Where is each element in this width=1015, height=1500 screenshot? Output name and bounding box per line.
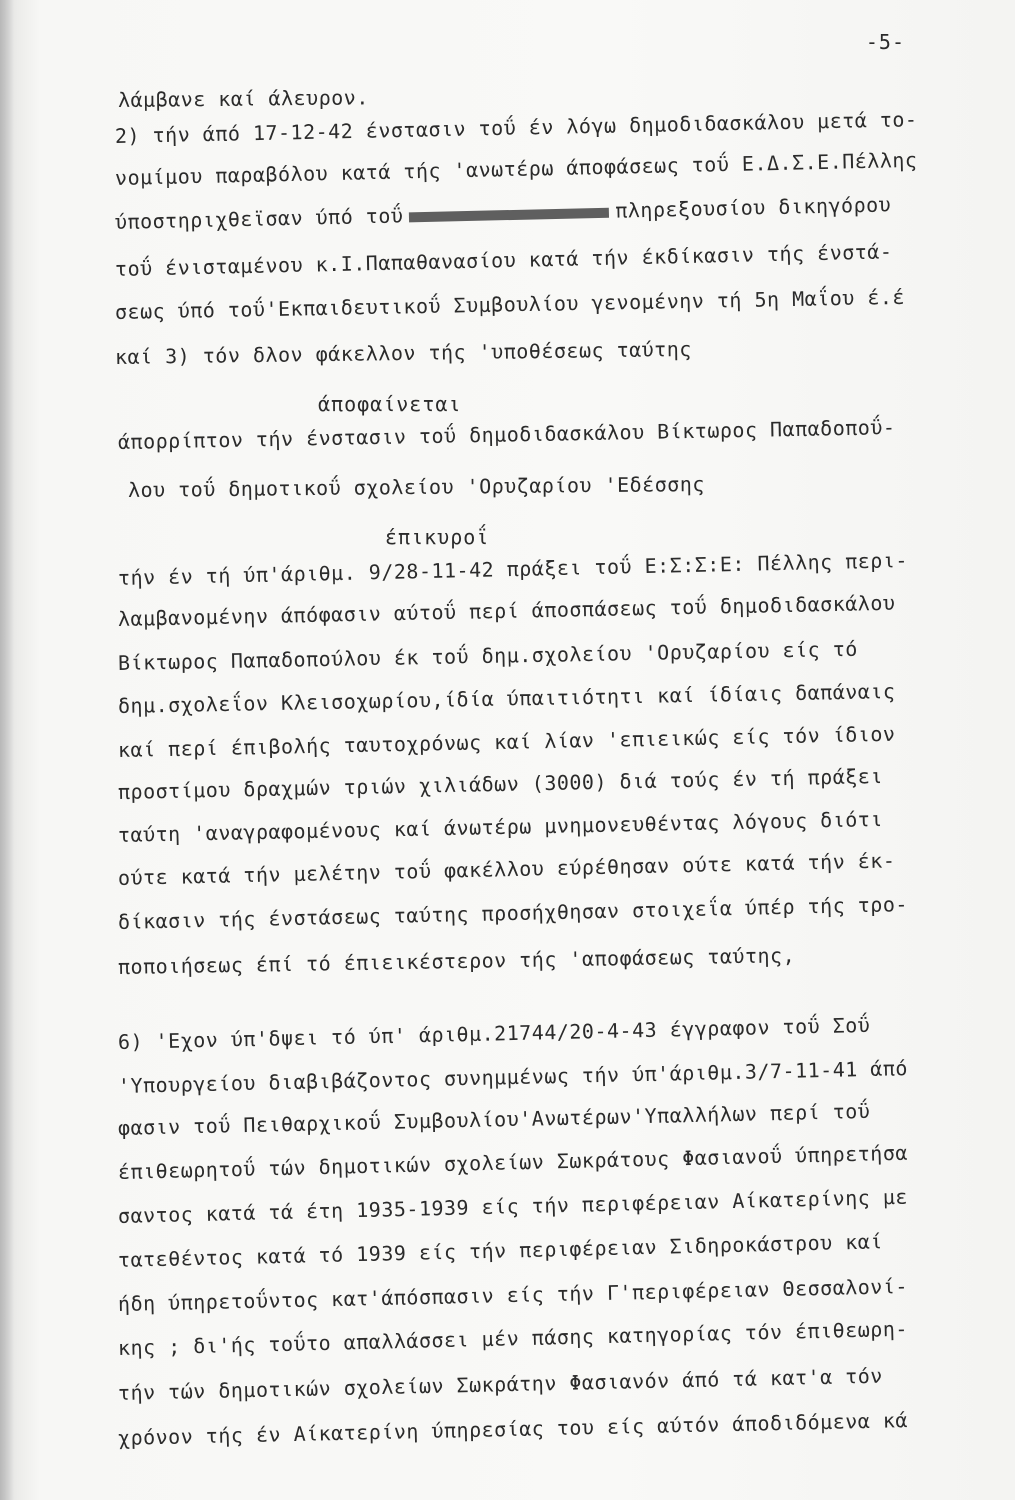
text-line: ποποιήσεως έπί τό έπιεικέστερον τής 'αποφάσεως ταύτης,	[117, 943, 796, 979]
text-line: 6) 'Εχον ύπ'δψει τό ύπ' άριθμ.21744/20-4-43 έγγραφον τοΰ Σοΰ	[117, 1012, 871, 1054]
text-line: λάμβανε καί άλευρον.	[117, 85, 369, 112]
text-line: φασιν τοΰ Πειθαρχικοΰ Συμβουλίου'Ανωτέρων'Υπαλλήλων περί τοΰ	[117, 1098, 871, 1140]
text-line: τατεθέντος κατά τό 1939 είς τήν περιφέρειαν Σιδηροκάστρου καί	[117, 1229, 884, 1272]
text-line: λαμβανομένην άπόφασιν αύτοΰ περί άποσπάσεως τοΰ δημοδιδασκάλου	[117, 590, 896, 631]
text-line: 'Υπουργείου διαβιβάζοντος συνημμένως τήν ύπ'άριθμ.3/7-11-41 άπό	[117, 1056, 909, 1098]
text-line-with-strikeout	[115, 192, 892, 234]
text-line: τοΰ ένισταμένου κ.Ι.Παπαθανασίου κατά τήν έκδίκασιν τής ένστά-	[114, 239, 893, 281]
text-line: δημ.σχολεΐον Κλεισοχωρίου,ίδία ύπαιτιότητι καί ίδίαις δαπάναις	[117, 679, 896, 718]
text-line: τήν έν τή ύπ'άριθμ. 9/28-11-42 πράξει τοΰ Ε:Σ:Σ:Ε: Πέλλης περι-	[117, 548, 909, 590]
text-line: χρόνον τής έν Αίκατερίνη ύπηρεσίας του είς αύτόν άποδιδόμενα κά	[117, 1408, 909, 1450]
text-line: τήν τών δημοτικών σχολείων Σωκράτην Φασιανόν άπό τά κατ'α τόν	[117, 1363, 884, 1405]
text-line: δίκασιν τής ένστάσεως ταύτης προσήχθησαν στοιχεΐα ύπέρ τής τρο-	[117, 892, 909, 934]
text-line: σαντος κατά τά έτη 1935-1939 είς τήν περιφέρειαν Αίκατερίνης με	[117, 1184, 909, 1228]
text-line: 2) τήν άπό 17-12-42 ένστασιν τοΰ έν λόγω δημοδιδασκάλου μετά το-	[114, 107, 918, 148]
text-line: άπορρίπτον τήν ένστασιν τοΰ δημοδιδασκάλου Βίκτωρος Παπαδοποΰ-	[117, 415, 896, 454]
text-line: Βίκτωρος Παπαδοπούλου έκ τοΰ δημ.σχολείου 'Ορυζαρίου είς τό	[117, 636, 859, 675]
text-line: ούτε κατά τήν μελέτην τοΰ φακέλλου εύρέθησαν ούτε κατά τήν έκ-	[117, 848, 896, 890]
text-line: έπιθεωρητοΰ τών δημοτικών σχολείων Σωκράτους Φασιανοΰ ύπηρετήσα	[117, 1140, 909, 1184]
text-line: ταύτη 'αναγραφομένους καί άνωτέρω μνημονευθέντας λόγους διότι	[117, 806, 884, 847]
text-line: σεως ύπό τοΰ'Εκπαιδευτικοΰ Συμβουλίου γενομένην τή 5η Μαΐου έ.έ	[114, 284, 906, 324]
page-edge-shadow	[0, 0, 14, 1500]
text-line: νομίμου παραβόλου κατά τής 'ανωτέρω άποφάσεως τοΰ Ε.Δ.Σ.Ε.Πέλλης	[114, 147, 918, 190]
text-line-part: ύποστηριχθεϊσαν ύπό τοΰ	[114, 203, 404, 234]
page-number: -5-	[865, 30, 905, 54]
text-line-part: πληρεξουσίου δικηγόρου	[615, 192, 892, 223]
text-line: λου τοΰ δημοτικοΰ σχολείου 'Ορυζαρίου 'Εδέσσης	[127, 471, 705, 502]
text-line: ήδη ύπηρετοΰντος κατ'άπόσπασιν είς τήν Γ'περιφέρειαν Θεσσαλονί-	[117, 1274, 909, 1316]
text-line: καί περί έπιβολής ταυτοχρόνως καί λίαν 'επιεικώς είς τόν ίδιον	[117, 721, 896, 762]
text-line: προστίμου δραχμών τριών χιλιάδων (3000) διά τούς έν τή πράξει	[117, 763, 884, 804]
text-line: καί 3) τόν δλον φάκελλον τής 'υποθέσεως ταύτης	[114, 336, 693, 369]
text-line: κης ; δι'ής τοΰτο απαλλάσσει μέν πάσης κατηγορίας τόν έπιθεωρη-	[117, 1316, 909, 1360]
decision-heading: άποφαίνεται	[318, 392, 462, 416]
ratify-heading: έπικυροΐ	[385, 525, 490, 549]
struck-out-text-block	[409, 207, 609, 222]
